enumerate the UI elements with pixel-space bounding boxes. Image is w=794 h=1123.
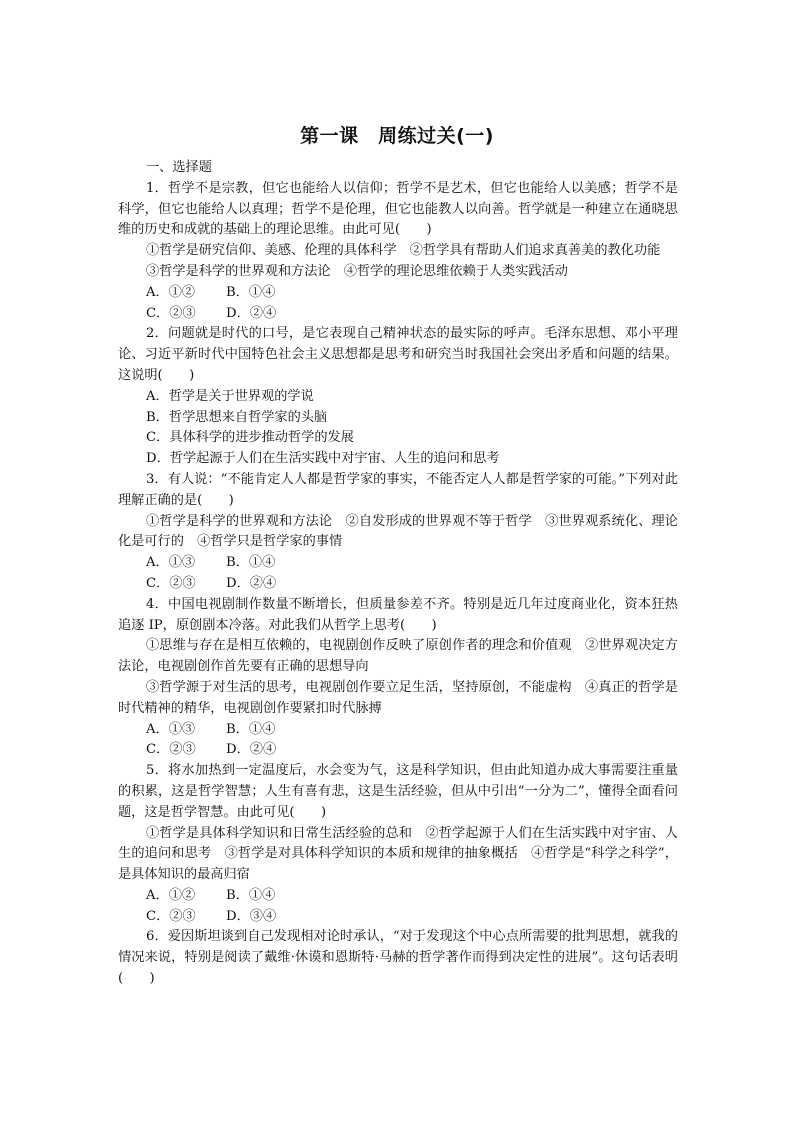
question-2-stem: 2．问题就是时代的口号，是它表现自己精神状态的最实际的呼声。毛泽东思想、邓小平理论、习近平新时代中国特色社会主义思想都是思考和研究当时我国社会突出矛盾和问题的结果。这说明( ) (118, 326, 678, 383)
option-a: A．①② (146, 887, 196, 903)
question-1-statements-b: ③哲学是科学的世界观和方法论 ④哲学的理论思维依赖于人类实践活动 (146, 263, 568, 279)
option-a: A．①③ (146, 721, 196, 737)
question-4-statements-b: ③哲学源于对生活的思考，电视剧创作要立足生活，坚持原创，不能虚构 ④真正的哲学是时代精神的精华，电视剧创作要紧扣时代脉搏 (118, 679, 678, 716)
question-3-statements: ①哲学是科学的世界观和方法论 ②自发形成的世界观不等于哲学 ③世界观系统化、理论化是可行的 ④哲学只是哲学家的事情 (118, 513, 678, 550)
option-b: B．①④ (226, 887, 276, 903)
option-a: A．①② (146, 284, 196, 300)
question-4-statements-a: ①思维与存在是相互依赖的，电视剧创作反映了原创作者的理念和价值观 ②世界观决定方法论，电视剧创作首先要有正确的思想导向 (118, 638, 678, 675)
option-d: D．②④ (226, 575, 277, 591)
option-a: A．①③ (146, 555, 196, 571)
option-b: B．哲学思想来自哲学家的头脑 (146, 409, 328, 425)
question-4-options-ab (118, 720, 678, 741)
option-c: C．具体科学的进步推动哲学的发展 (146, 430, 354, 446)
option-c: C．②③ (146, 305, 196, 321)
question-4-options-cd (118, 740, 678, 761)
option-d: D．哲学起源于人们在生活实践中对宇宙、人生的追问和思考 (146, 451, 500, 467)
option-b: B．①④ (226, 284, 276, 300)
question-1-options-ab (118, 283, 678, 304)
question-3-options-cd (118, 574, 678, 595)
option-d: D．②④ (226, 742, 277, 758)
option-d: D．②④ (226, 305, 277, 321)
section-heading: 一、选择题 (146, 160, 212, 175)
question-5-options-cd (118, 907, 678, 928)
question-6-stem: 6．爱因斯坦谈到自己发现相对论时承认，“对于发现这个中心点所需要的批判思想，就我的情况来说，特别是阅读了戴维·休谟和恩斯特·马赫的哲学著作而得到决定性的进展”。这句话表明( ) (118, 929, 678, 987)
question-3-options-ab (118, 553, 678, 574)
page-title: 第一课 周练过关(一) (300, 125, 494, 147)
question-1-stem: 1．哲学不是宗教，但它也能给人以信仰；哲学不是艺术，但它也能给人以美感；哲学不是科学，但它也能给人以真理；哲学不是伦理，但它也能教人以向善。哲学就是一种建立在通晓思维的历史和成就的基础上的理论思维。由此可见( ) (118, 180, 678, 238)
option-d: D．③④ (226, 908, 277, 924)
question-5-options-ab (118, 886, 678, 907)
option-b: B．①④ (226, 555, 276, 571)
option-c: C．②③ (146, 742, 196, 758)
question-4-stem: 4．中国电视剧制作数量不断增长，但质量参差不齐。特别是近几年过度商业化，资本狂热追逐 IP，原创剧本冷落。对此我们从哲学上思考( ) (118, 596, 678, 633)
question-5-statements: ①哲学是具体科学知识和日常生活经验的总和 ②哲学起源于人们在生活实践中对宇宙、人生的追问和思考 ③哲学是对具体科学知识的本质和规律的抽象概括 ④哲学是“科学之科学”，是具体知识的最高归宿 (118, 825, 678, 883)
option-c: C．②③ (146, 908, 196, 924)
question-5-stem: 5．将水加热到一定温度后，水会变为气，这是科学知识，但由此知道办成大事需要注重量的积累，这是哲学智慧；人生有喜有悲，这是生活经验，但从中引出“一分为二”，懂得全面看问题，这是哲学智慧。由此可见( ) (118, 763, 678, 820)
option-c: C．②③ (146, 575, 196, 591)
question-3-stem: 3．有人说：“不能肯定人人都是哲学家的事实，不能否定人人都是哲学家的可能。”下列对此理解正确的是( ) (118, 471, 678, 508)
option-a: A．哲学是关于世界观的学说 (146, 388, 314, 404)
question-1-options-cd (118, 304, 678, 325)
question-list (118, 158, 678, 990)
option-b: B．①④ (226, 721, 276, 737)
question-1-statements-a: ①哲学是研究信仰、美感、伦理的具体科学 ②哲学具有帮助人们追求真善美的教化功能 (146, 243, 661, 259)
